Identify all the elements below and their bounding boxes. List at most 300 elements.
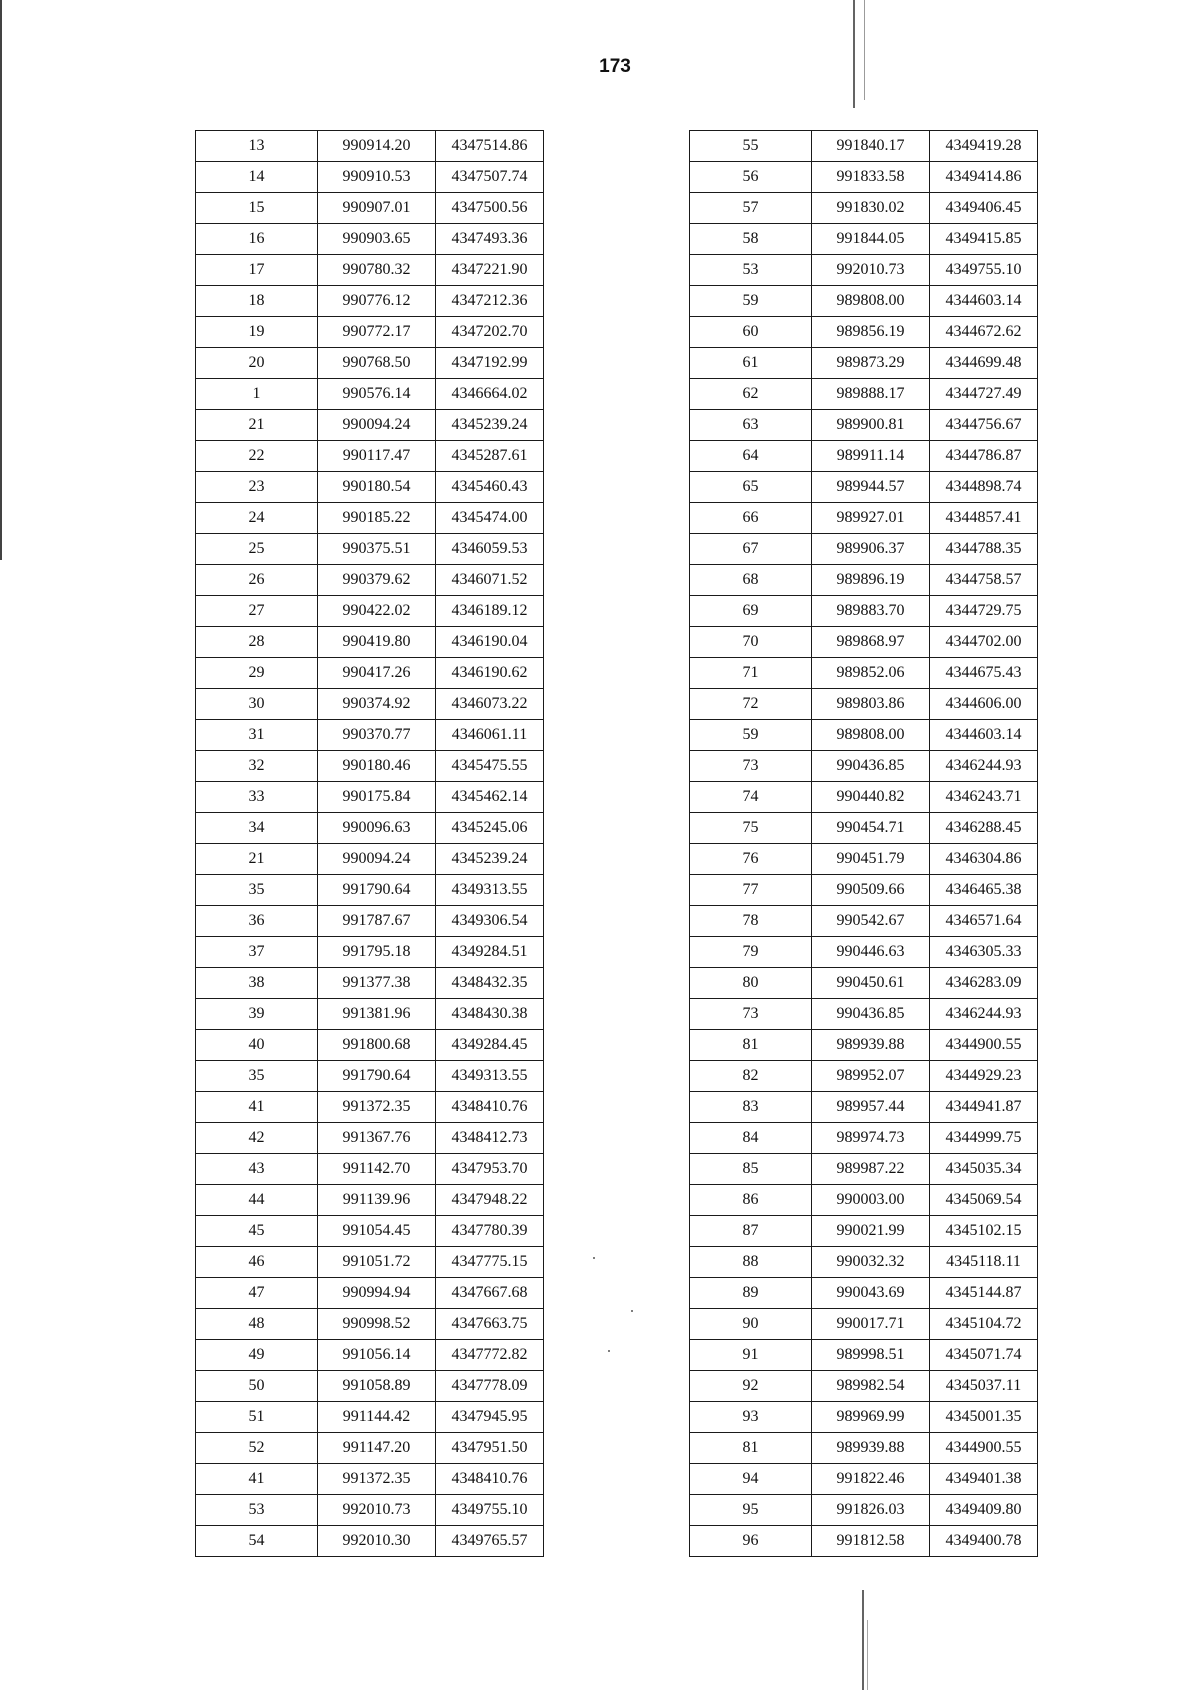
x-coordinate-cell: 990417.26 [318,658,436,689]
y-coordinate-cell: 4347775.15 [436,1247,544,1278]
x-coordinate-cell: 990379.62 [318,565,436,596]
point-number-cell: 73 [690,999,812,1030]
point-number-cell: 39 [196,999,318,1030]
y-coordinate-cell: 4346288.45 [930,813,1038,844]
x-coordinate-cell: 991826.03 [812,1495,930,1526]
table-row [690,627,1038,658]
table-row [196,782,544,813]
point-number-cell: 41 [196,1092,318,1123]
x-coordinate-cell: 991372.35 [318,1464,436,1495]
table-row [690,162,1038,193]
y-coordinate-cell: 4346305.33 [930,937,1038,968]
table-row [196,410,544,441]
x-coordinate-cell: 990375.51 [318,534,436,565]
y-coordinate-cell: 4345102.15 [930,1216,1038,1247]
x-coordinate-cell: 989939.88 [812,1433,930,1464]
y-coordinate-cell: 4345037.11 [930,1371,1038,1402]
point-number-cell: 72 [690,689,812,720]
x-coordinate-cell: 990043.69 [812,1278,930,1309]
table-row [196,503,544,534]
point-number-cell: 15 [196,193,318,224]
x-coordinate-cell: 991139.96 [318,1185,436,1216]
y-coordinate-cell: 4345035.34 [930,1154,1038,1185]
x-coordinate-cell: 990776.12 [318,286,436,317]
x-coordinate-cell: 991830.02 [812,193,930,224]
y-coordinate-cell: 4347221.90 [436,255,544,286]
point-number-cell: 19 [196,317,318,348]
point-number-cell: 66 [690,503,812,534]
y-coordinate-cell: 4347953.70 [436,1154,544,1185]
table-row [690,1464,1038,1495]
point-number-cell: 40 [196,1030,318,1061]
x-coordinate-cell: 990419.80 [318,627,436,658]
table-row [196,844,544,875]
y-coordinate-cell: 4347778.09 [436,1371,544,1402]
table-row [690,441,1038,472]
point-number-cell: 47 [196,1278,318,1309]
scan-artifact-line [853,0,855,108]
x-coordinate-cell: 991051.72 [318,1247,436,1278]
point-number-cell: 63 [690,410,812,441]
x-coordinate-cell: 990096.63 [318,813,436,844]
x-coordinate-cell: 989987.22 [812,1154,930,1185]
point-number-cell: 59 [690,720,812,751]
point-number-cell: 13 [196,131,318,162]
table-row [196,193,544,224]
point-number-cell: 76 [690,844,812,875]
table-row [196,1402,544,1433]
point-number-cell: 21 [196,844,318,875]
table-row [690,472,1038,503]
table-row [196,596,544,627]
x-coordinate-cell: 989803.86 [812,689,930,720]
point-number-cell: 41 [196,1464,318,1495]
point-number-cell: 90 [690,1309,812,1340]
y-coordinate-cell: 4345144.87 [930,1278,1038,1309]
y-coordinate-cell: 4346664.02 [436,379,544,410]
x-coordinate-cell: 989998.51 [812,1340,930,1371]
y-coordinate-cell: 4349414.86 [930,162,1038,193]
x-coordinate-cell: 991812.58 [812,1526,930,1557]
table-row [690,503,1038,534]
table-row [196,472,544,503]
table-row [690,1278,1038,1309]
point-number-cell: 43 [196,1154,318,1185]
y-coordinate-cell: 4344788.35 [930,534,1038,565]
point-number-cell: 81 [690,1030,812,1061]
y-coordinate-cell: 4346244.93 [930,999,1038,1030]
y-coordinate-cell: 4347514.86 [436,131,544,162]
table-row [690,875,1038,906]
x-coordinate-cell: 989927.01 [812,503,930,534]
y-coordinate-cell: 4346571.64 [930,906,1038,937]
point-number-cell: 54 [196,1526,318,1557]
x-coordinate-cell: 990436.85 [812,999,930,1030]
y-coordinate-cell: 4349313.55 [436,875,544,906]
y-coordinate-cell: 4344898.74 [930,472,1038,503]
x-coordinate-cell: 991367.76 [318,1123,436,1154]
x-coordinate-cell: 989900.81 [812,410,930,441]
table-row [690,1061,1038,1092]
x-coordinate-cell: 989896.19 [812,565,930,596]
x-coordinate-cell: 989868.97 [812,627,930,658]
y-coordinate-cell: 4347780.39 [436,1216,544,1247]
x-coordinate-cell: 990094.24 [318,844,436,875]
point-number-cell: 59 [690,286,812,317]
y-coordinate-cell: 4347202.70 [436,317,544,348]
x-coordinate-cell: 990003.00 [812,1185,930,1216]
point-number-cell: 37 [196,937,318,968]
table-row [196,751,544,782]
point-number-cell: 68 [690,565,812,596]
table-row [690,1402,1038,1433]
x-coordinate-cell: 991054.45 [318,1216,436,1247]
x-coordinate-cell: 990998.52 [318,1309,436,1340]
y-coordinate-cell: 4344900.55 [930,1433,1038,1464]
table-row [196,1216,544,1247]
table-row [690,224,1038,255]
x-coordinate-cell: 989982.54 [812,1371,930,1402]
table-row [196,1278,544,1309]
y-coordinate-cell: 4346073.22 [436,689,544,720]
coordinate-table-left [195,130,544,1557]
table-row [690,1123,1038,1154]
scan-artifact-dot [608,1350,610,1352]
point-number-cell: 35 [196,1061,318,1092]
x-coordinate-cell: 990910.53 [318,162,436,193]
table-row [196,1495,544,1526]
table-row [690,286,1038,317]
y-coordinate-cell: 4347667.68 [436,1278,544,1309]
table-row [690,1526,1038,1557]
table-row [196,286,544,317]
table-row [690,782,1038,813]
x-coordinate-cell: 989856.19 [812,317,930,348]
table-row [196,1185,544,1216]
x-coordinate-cell: 989883.70 [812,596,930,627]
x-coordinate-cell: 990994.94 [318,1278,436,1309]
point-number-cell: 73 [690,751,812,782]
point-number-cell: 67 [690,534,812,565]
y-coordinate-cell: 4348412.73 [436,1123,544,1154]
point-number-cell: 85 [690,1154,812,1185]
y-coordinate-cell: 4346283.09 [930,968,1038,999]
x-coordinate-cell: 991790.64 [318,1061,436,1092]
x-coordinate-cell: 990370.77 [318,720,436,751]
table-row [690,813,1038,844]
y-coordinate-cell: 4346244.93 [930,751,1038,782]
y-coordinate-cell: 4348410.76 [436,1092,544,1123]
y-coordinate-cell: 4347212.36 [436,286,544,317]
y-coordinate-cell: 4346061.11 [436,720,544,751]
y-coordinate-cell: 4347945.95 [436,1402,544,1433]
y-coordinate-cell: 4349409.80 [930,1495,1038,1526]
x-coordinate-cell: 989888.17 [812,379,930,410]
point-number-cell: 34 [196,813,318,844]
table-row [690,1030,1038,1061]
point-number-cell: 58 [690,224,812,255]
point-number-cell: 86 [690,1185,812,1216]
x-coordinate-cell: 990175.84 [318,782,436,813]
y-coordinate-cell: 4345239.24 [436,410,544,441]
point-number-cell: 25 [196,534,318,565]
table-row [196,937,544,968]
y-coordinate-cell: 4344941.87 [930,1092,1038,1123]
table-row [690,1371,1038,1402]
table-row [196,162,544,193]
x-coordinate-cell: 990780.32 [318,255,436,286]
y-coordinate-cell: 4347772.82 [436,1340,544,1371]
y-coordinate-cell: 4345460.43 [436,472,544,503]
table-row [690,1247,1038,1278]
table-row [196,255,544,286]
y-coordinate-cell: 4347663.75 [436,1309,544,1340]
x-coordinate-cell: 990180.54 [318,472,436,503]
table-row [196,131,544,162]
point-number-cell: 89 [690,1278,812,1309]
x-coordinate-cell: 992010.30 [318,1526,436,1557]
table-row [196,1526,544,1557]
x-coordinate-cell: 991790.64 [318,875,436,906]
table-row [196,1433,544,1464]
x-coordinate-cell: 991147.20 [318,1433,436,1464]
y-coordinate-cell: 4345287.61 [436,441,544,472]
y-coordinate-cell: 4344603.14 [930,286,1038,317]
point-number-cell: 57 [690,193,812,224]
point-number-cell: 83 [690,1092,812,1123]
scan-artifact-line [0,0,2,560]
point-number-cell: 65 [690,472,812,503]
y-coordinate-cell: 4349765.57 [436,1526,544,1557]
point-number-cell: 74 [690,782,812,813]
point-number-cell: 70 [690,627,812,658]
x-coordinate-cell: 989957.44 [812,1092,930,1123]
table-row [196,1340,544,1371]
table-row [196,1309,544,1340]
table-row [690,906,1038,937]
point-number-cell: 94 [690,1464,812,1495]
x-coordinate-cell: 991144.42 [318,1402,436,1433]
table-row [196,1123,544,1154]
point-number-cell: 93 [690,1402,812,1433]
x-coordinate-cell: 990576.14 [318,379,436,410]
x-coordinate-cell: 991056.14 [318,1340,436,1371]
point-number-cell: 22 [196,441,318,472]
point-number-cell: 14 [196,162,318,193]
point-number-cell: 91 [690,1340,812,1371]
point-number-cell: 53 [196,1495,318,1526]
x-coordinate-cell: 990094.24 [318,410,436,441]
table-row [690,1185,1038,1216]
table-row [690,255,1038,286]
table-row [196,1247,544,1278]
table-row [196,224,544,255]
y-coordinate-cell: 4345001.35 [930,1402,1038,1433]
x-coordinate-cell: 990017.71 [812,1309,930,1340]
table-row [196,1464,544,1495]
table-row [690,565,1038,596]
x-coordinate-cell: 990422.02 [318,596,436,627]
y-coordinate-cell: 4349406.45 [930,193,1038,224]
x-coordinate-cell: 989906.37 [812,534,930,565]
point-number-cell: 32 [196,751,318,782]
point-number-cell: 53 [690,255,812,286]
x-coordinate-cell: 992010.73 [318,1495,436,1526]
x-coordinate-cell: 989911.14 [812,441,930,472]
table-row [196,317,544,348]
x-coordinate-cell: 991377.38 [318,968,436,999]
x-coordinate-cell: 990436.85 [812,751,930,782]
point-number-cell: 45 [196,1216,318,1247]
point-number-cell: 69 [690,596,812,627]
y-coordinate-cell: 4344675.43 [930,658,1038,689]
table-row [196,534,544,565]
table-row [196,658,544,689]
point-number-cell: 44 [196,1185,318,1216]
table-row [196,1154,544,1185]
point-number-cell: 64 [690,441,812,472]
point-number-cell: 42 [196,1123,318,1154]
point-number-cell: 84 [690,1123,812,1154]
table-row [196,720,544,751]
table-row [690,410,1038,441]
point-number-cell: 27 [196,596,318,627]
table-row [196,906,544,937]
x-coordinate-cell: 990451.79 [812,844,930,875]
table-row [690,1495,1038,1526]
page-number: 173 [599,56,631,77]
point-number-cell: 51 [196,1402,318,1433]
x-coordinate-cell: 990117.47 [318,441,436,472]
x-coordinate-cell: 989969.99 [812,1402,930,1433]
scan-artifact-line [867,1620,868,1690]
x-coordinate-cell: 989974.73 [812,1123,930,1154]
point-number-cell: 31 [196,720,318,751]
x-coordinate-cell: 991142.70 [318,1154,436,1185]
point-number-cell: 52 [196,1433,318,1464]
table-row [690,937,1038,968]
table-row [196,627,544,658]
y-coordinate-cell: 4345118.11 [930,1247,1038,1278]
x-coordinate-cell: 991800.68 [318,1030,436,1061]
point-number-cell: 30 [196,689,318,720]
y-coordinate-cell: 4349400.78 [930,1526,1038,1557]
table-row [690,1216,1038,1247]
table-row [690,317,1038,348]
y-coordinate-cell: 4345239.24 [436,844,544,875]
y-coordinate-cell: 4346059.53 [436,534,544,565]
x-coordinate-cell: 990032.32 [812,1247,930,1278]
x-coordinate-cell: 991822.46 [812,1464,930,1495]
x-coordinate-cell: 991833.58 [812,162,930,193]
point-number-cell: 88 [690,1247,812,1278]
y-coordinate-cell: 4344606.00 [930,689,1038,720]
y-coordinate-cell: 4346071.52 [436,565,544,596]
x-coordinate-cell: 990446.63 [812,937,930,968]
table-row [690,596,1038,627]
point-number-cell: 95 [690,1495,812,1526]
x-coordinate-cell: 991840.17 [812,131,930,162]
point-number-cell: 55 [690,131,812,162]
table-row [196,1030,544,1061]
x-coordinate-cell: 991058.89 [318,1371,436,1402]
table-row [690,1340,1038,1371]
point-number-cell: 28 [196,627,318,658]
point-number-cell: 60 [690,317,812,348]
point-number-cell: 77 [690,875,812,906]
y-coordinate-cell: 4346465.38 [930,875,1038,906]
x-coordinate-cell: 991787.67 [318,906,436,937]
y-coordinate-cell: 4347500.56 [436,193,544,224]
y-coordinate-cell: 4346243.71 [930,782,1038,813]
table-row [196,1061,544,1092]
y-coordinate-cell: 4344672.62 [930,317,1038,348]
point-number-cell: 48 [196,1309,318,1340]
table-row [196,1371,544,1402]
x-coordinate-cell: 991372.35 [318,1092,436,1123]
table-row [196,1092,544,1123]
point-number-cell: 23 [196,472,318,503]
y-coordinate-cell: 4344756.67 [930,410,1038,441]
y-coordinate-cell: 4345104.72 [930,1309,1038,1340]
table-row [196,689,544,720]
y-coordinate-cell: 4346189.12 [436,596,544,627]
x-coordinate-cell: 989952.07 [812,1061,930,1092]
y-coordinate-cell: 4347192.99 [436,348,544,379]
point-number-cell: 50 [196,1371,318,1402]
point-number-cell: 20 [196,348,318,379]
y-coordinate-cell: 4344758.57 [930,565,1038,596]
table-row [690,720,1038,751]
y-coordinate-cell: 4345245.06 [436,813,544,844]
table-row [196,441,544,472]
table-row [690,193,1038,224]
table-row [690,844,1038,875]
point-number-cell: 21 [196,410,318,441]
table-row [690,1433,1038,1464]
point-number-cell: 61 [690,348,812,379]
y-coordinate-cell: 4347951.50 [436,1433,544,1464]
y-coordinate-cell: 4347507.74 [436,162,544,193]
y-coordinate-cell: 4347493.36 [436,224,544,255]
point-number-cell: 16 [196,224,318,255]
table-row [690,999,1038,1030]
scan-artifact-line [862,1590,864,1690]
y-coordinate-cell: 4344727.49 [930,379,1038,410]
y-coordinate-cell: 4349284.45 [436,1030,544,1061]
y-coordinate-cell: 4349401.38 [930,1464,1038,1495]
table-row [690,348,1038,379]
y-coordinate-cell: 4349415.85 [930,224,1038,255]
point-number-cell: 49 [196,1340,318,1371]
y-coordinate-cell: 4349755.10 [930,255,1038,286]
table-row [196,875,544,906]
y-coordinate-cell: 4344999.75 [930,1123,1038,1154]
x-coordinate-cell: 989852.06 [812,658,930,689]
coordinate-table-right [689,130,1038,1557]
x-coordinate-cell: 990440.82 [812,782,930,813]
point-number-cell: 56 [690,162,812,193]
y-coordinate-cell: 4349755.10 [436,1495,544,1526]
table-row [690,1154,1038,1185]
x-coordinate-cell: 989808.00 [812,720,930,751]
x-coordinate-cell: 990185.22 [318,503,436,534]
x-coordinate-cell: 990542.67 [812,906,930,937]
point-number-cell: 1 [196,379,318,410]
x-coordinate-cell: 990180.46 [318,751,436,782]
y-coordinate-cell: 4349306.54 [436,906,544,937]
x-coordinate-cell: 990768.50 [318,348,436,379]
